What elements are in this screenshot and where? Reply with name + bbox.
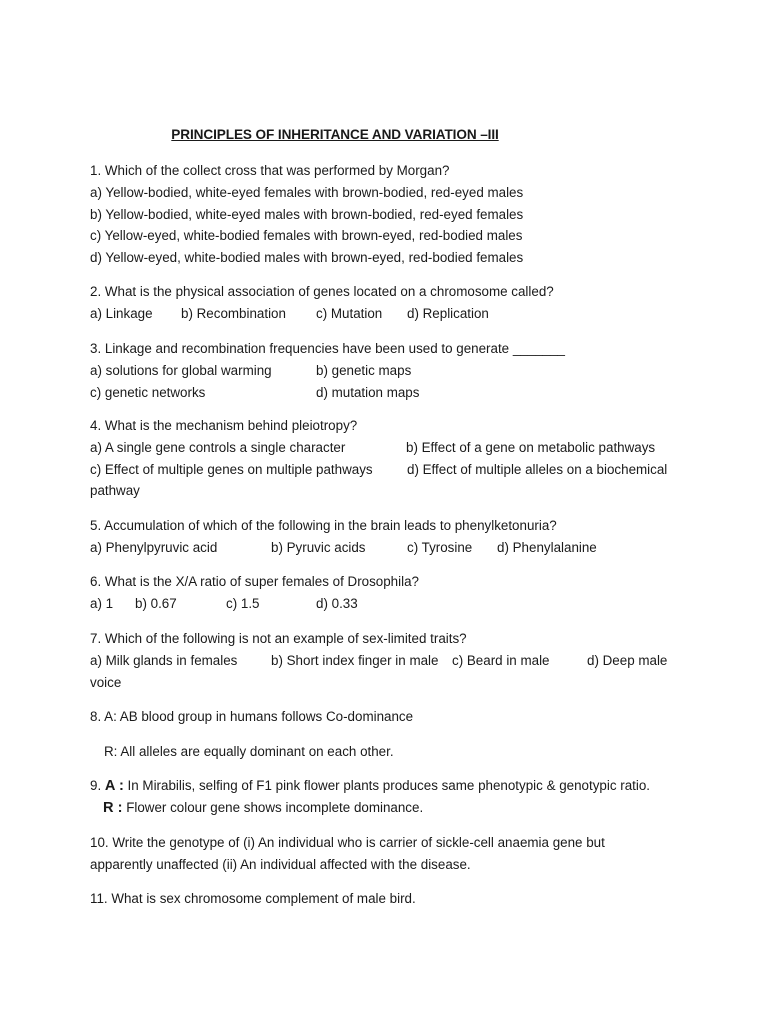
question-9-number: 9. <box>90 778 105 793</box>
question-3-options-row-2 <box>90 382 690 404</box>
question-5-option-b: b) Pyruvic acids <box>271 539 366 555</box>
question-6-option-d: d) 0.33 <box>316 595 358 611</box>
question-6-option-b: b) 0.67 <box>135 595 177 611</box>
question-1-stem: 1. Which of the collect cross that was performed by Morgan? <box>90 163 450 178</box>
page-title: PRINCIPLES OF INHERITANCE AND VARIATION –III <box>171 127 499 142</box>
question-3-stem: 3. Linkage and recombination frequencies have been used to generate _______ <box>90 341 565 356</box>
question-3-option-c: c) genetic networks <box>90 384 206 400</box>
question-4-option-c: c) Effect of multiple genes on multiple pathways <box>90 461 373 477</box>
question-5-option-a: a) Phenylpyruvic acid <box>90 539 218 555</box>
question-10-line-1: 10. Write the genotype of (i) An individual who is carrier of sickle-cell anaemia gene but <box>90 835 605 850</box>
question-4-options-row-1 <box>90 437 690 459</box>
question-7 <box>90 628 690 693</box>
question-4-option-d-continued: pathway <box>90 483 140 499</box>
question-5 <box>90 515 690 559</box>
question-1-option-d: d) Yellow-eyed, white-bodied males with brown-eyed, red-bodied females <box>90 250 524 266</box>
question-4-option-a: a) A single gene controls a single character <box>90 439 346 455</box>
question-9-assertion-label: A : <box>104 778 124 794</box>
question-6 <box>90 571 690 615</box>
question-2 <box>90 281 690 325</box>
question-3-option-a: a) solutions for global warming <box>90 362 272 378</box>
question-4-option-d: d) Effect of multiple alleles on a biochemical <box>407 461 668 477</box>
question-2-option-a: a) Linkage <box>90 305 153 321</box>
question-6-option-c: c) 1.5 <box>226 595 260 611</box>
question-11-stem: 11. What is sex chromosome complement of male bird. <box>90 891 416 906</box>
question-9 <box>90 775 650 819</box>
question-4 <box>90 415 690 502</box>
question-2-option-c: c) Mutation <box>316 305 383 321</box>
question-9-reason <box>90 797 650 819</box>
question-2-option-d: d) Replication <box>407 305 489 321</box>
question-6-options <box>90 593 690 615</box>
question-6-stem: 6. What is the X/A ratio of super females of Drosophila? <box>90 574 419 589</box>
question-2-stem: 2. What is the physical association of genes located on a chromosome called? <box>90 284 554 299</box>
question-7-option-d-continued: voice <box>90 674 122 690</box>
question-9-assertion-text: In Mirabilis, selfing of F1 pink flower plants produces same phenotypic & genotypic ratio. <box>123 778 651 793</box>
question-7-option-d: d) Deep male <box>587 652 668 668</box>
question-3-options-row-1 <box>90 360 690 382</box>
question-3-option-b: b) genetic maps <box>316 362 412 378</box>
question-4-options-row-2 <box>90 459 690 481</box>
question-8-reason: R: All alleles are equally dominant on each other. <box>104 744 394 759</box>
question-10-line-2: apparently unaffected (ii) An individual affected with the disease. <box>90 856 471 872</box>
question-7-stem: 7. Which of the following is not an example of sex-limited traits? <box>90 631 467 646</box>
question-1-option-b: b) Yellow-bodied, white-eyed males with brown-bodied, red-eyed females <box>90 206 524 222</box>
question-7-options <box>90 650 690 672</box>
question-1 <box>90 160 523 269</box>
question-10 <box>90 832 605 876</box>
question-9-reason-text: Flower colour gene shows incomplete dominance. <box>122 799 424 815</box>
question-4-stem: 4. What is the mechanism behind pleiotropy? <box>90 418 358 433</box>
question-2-options <box>90 303 690 325</box>
question-9-assertion <box>90 775 650 797</box>
question-7-option-a: a) Milk glands in females <box>90 652 238 668</box>
question-5-stem: 5. Accumulation of which of the following in the brain leads to phenylketonuria? <box>90 518 557 533</box>
question-3-option-d: d) mutation maps <box>316 384 420 400</box>
question-7-option-b: b) Short index finger in male <box>271 652 439 668</box>
question-5-option-d: d) Phenylalanine <box>497 539 597 555</box>
question-4-option-b: b) Effect of a gene on metabolic pathways <box>406 439 656 455</box>
question-3 <box>90 338 690 403</box>
question-8-assertion: 8. A: AB blood group in humans follows Co-dominance <box>90 709 414 724</box>
question-7-option-c: c) Beard in male <box>452 652 550 668</box>
question-1-option-c: c) Yellow-eyed, white-bodied females with brown-eyed, red-bodied males <box>90 228 523 244</box>
question-1-option-a: a) Yellow-bodied, white-eyed females with brown-bodied, red-eyed males <box>90 184 524 200</box>
question-9-reason-label: R : <box>103 799 123 816</box>
question-2-option-b: b) Recombination <box>181 305 286 321</box>
question-6-option-a: a) 1 <box>90 595 114 611</box>
question-5-option-c: c) Tyrosine <box>407 539 473 555</box>
question-5-options <box>90 537 690 559</box>
